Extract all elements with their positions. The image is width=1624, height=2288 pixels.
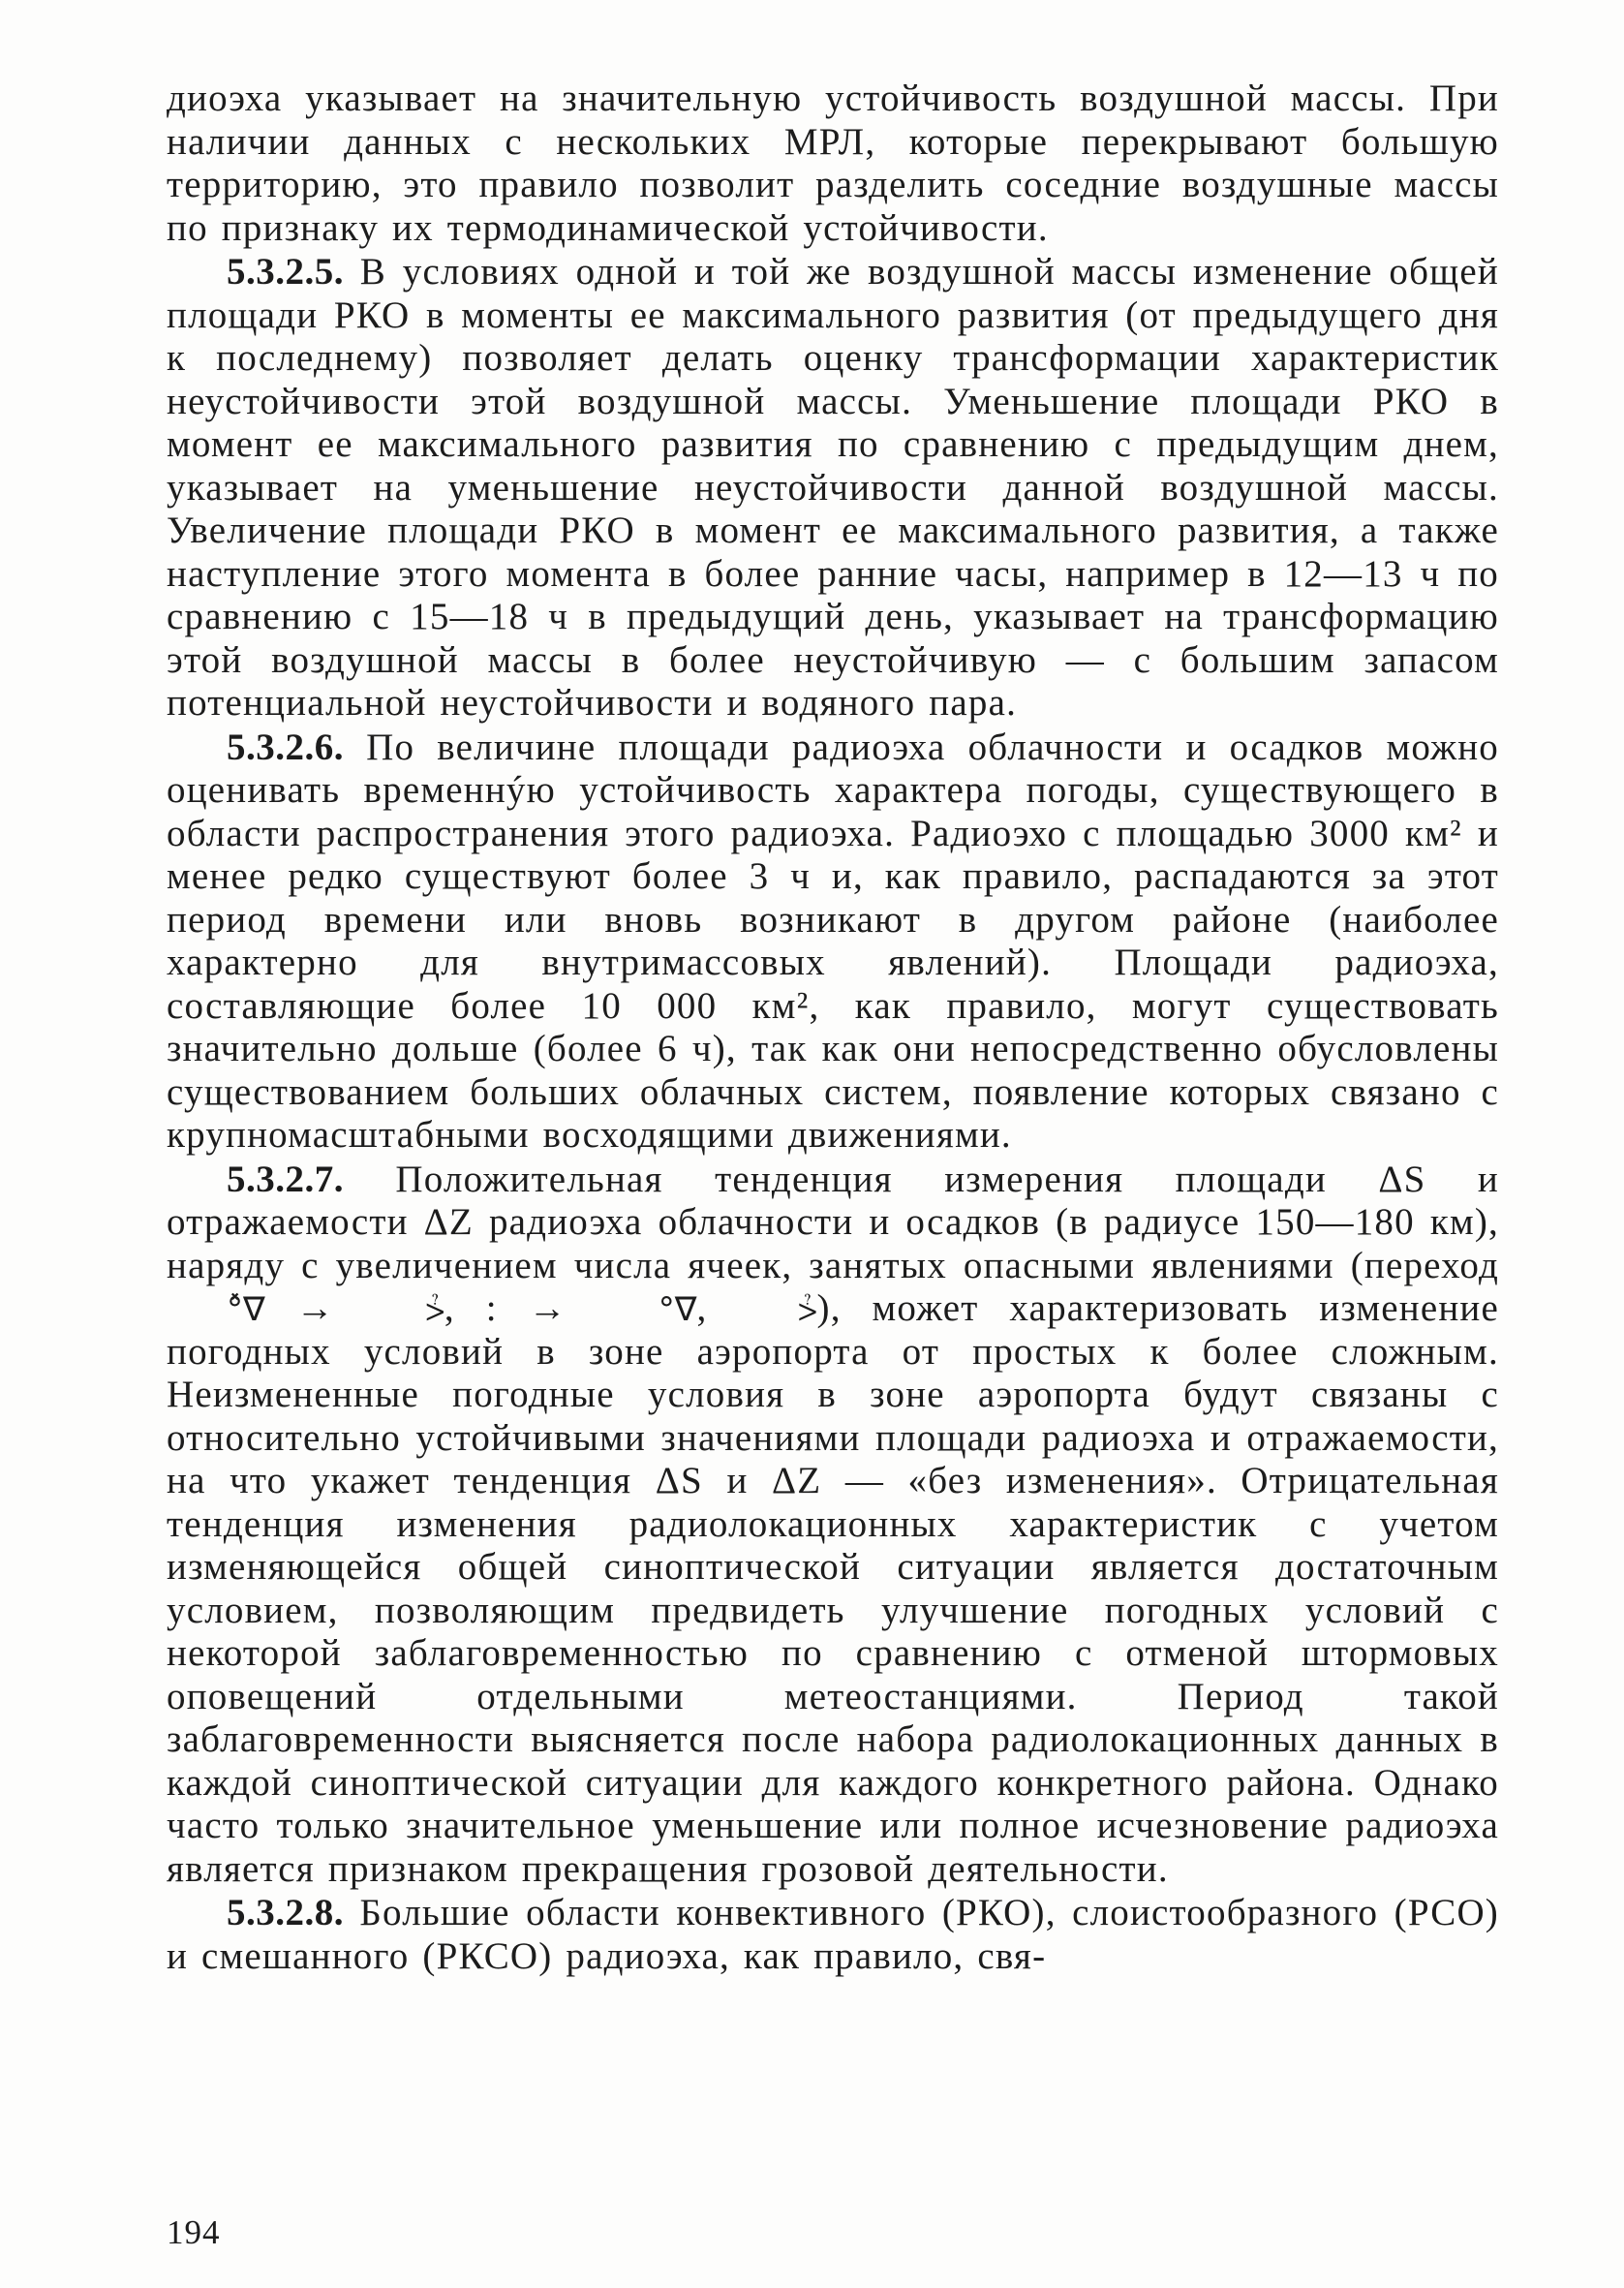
body-text <box>167 77 1499 1978</box>
paragraph-text: ), может характеризовать изменение погодных условий в зоне аэропорта от простых к более сложным. Неизмененные погодные условия в зоне аэропорта будут связаны с относительно устойчивыми значениями площади радиоэха и отражаемости, на что укажет тенденция ΔS и ΔZ — «без изменения». Отрицательная тенденция изменения радиолокационных характеристик с учетом изменяющейся общей синоптической ситуации является достаточным условием, позволяющим предвидеть улучшение погодных условий с некоторой заблаговременностью по сравнению с отменой штормовых оповещений отдельными метеостанциями. Период такой заблаговременности выясняется после набора радиолокационных данных в каждой синоптической ситуации для каждого конкретного района. Однако часто только значительное уменьшение или полное исчезновение радиоэха является признаком прекращения грозовой деятельности. <box>167 1287 1500 1890</box>
paragraph-continuation <box>167 77 1499 250</box>
shower-symbol-icon: °∇ <box>658 1290 697 1329</box>
section-number: 5.3.2.7. <box>227 1158 344 1200</box>
paragraph-5-3-2-5 <box>167 251 1499 726</box>
thunderstorm-symbol-icon: ⩼ <box>425 1290 444 1329</box>
section-number: 5.3.2.6. <box>227 726 344 768</box>
paragraph-text: В условиях одной и той же воздушной массы изменение общей площади РКО в моменты ее максимального развития (от предыдущего дня к последнему) позволяет делать оценку трансформации характеристик неустойчивости этой воздушной массы. Уменьшение площади РКО в момент ее максимального развития по сравнению с предыдущим днем, указывает на уменьшение неустойчивости данной воздушной массы. Увеличение площади РКО в момент ее максимального развития, а также наступление этого момента в более ранние часы, например в 12—13 ч по сравнению с 15—18 ч в предыдущий день, указывает на трансформацию этой воздушной массы в более неустойчивую — с большим запасом потенциальной неустойчивости и водяного пара. <box>167 251 1499 724</box>
paragraph-5-3-2-8 <box>167 1892 1499 1978</box>
section-number: 5.3.2.5. <box>227 251 344 293</box>
paragraph-text: По величине площади радиоэха облачности и осадков можно оценивать временнýю устойчивость характера погоды, существующего в области распространения этого радиоэха. Радиоэхо с площадью 3000 км² и менее редко существуют более 3 ч и, как правило, распадаются за этот период времени или вновь возникают в другом районе (наиболее характерно для внутримассовых явлений). Площади радиоэха, составляющие более 10 000 км², как правило, могут существовать значительно дольше (более 6 ч), так как они непосредственно обусловлены существованием больших облачных систем, появление которых связано с крупномасштабными восходящими движениями. <box>167 726 1499 1156</box>
paragraph-5-3-2-6 <box>167 727 1499 1158</box>
paragraph-text: , <box>696 1287 739 1329</box>
paragraph-text: диоэха указывает на значительную устойчивость воздушной массы. При наличии данных с нескольких МРЛ, которые перекрывают большую территорию, это правило позволит разделить соседние воздушные массы по признаку их термодинамической устойчивости. <box>167 77 1499 249</box>
paragraph-text: → <box>264 1287 366 1329</box>
paragraph-text: Положительная тенденция измерения площади ΔS и отражаемости ΔZ радиоэха облачности и осадков (в радиусе 150—180 км), наряду с увеличением числа ячеек, занятых опасными явлениями (переход <box>167 1158 1499 1286</box>
paragraph-text: Большие области конвективного (РКО), слоистообразного (РСО) и смешанного (РКСО) радиоэха, как правило, свя- <box>167 1892 1499 1977</box>
thunderstorm-symbol-icon: ⩼ <box>798 1290 817 1329</box>
shower-symbol-icon: °̽∇ <box>227 1290 265 1329</box>
section-number: 5.3.2.8. <box>227 1892 344 1933</box>
paragraph-5-3-2-7 <box>167 1159 1499 1892</box>
page-number: 194 <box>167 2213 221 2251</box>
paragraph-text: , : → <box>444 1287 598 1329</box>
